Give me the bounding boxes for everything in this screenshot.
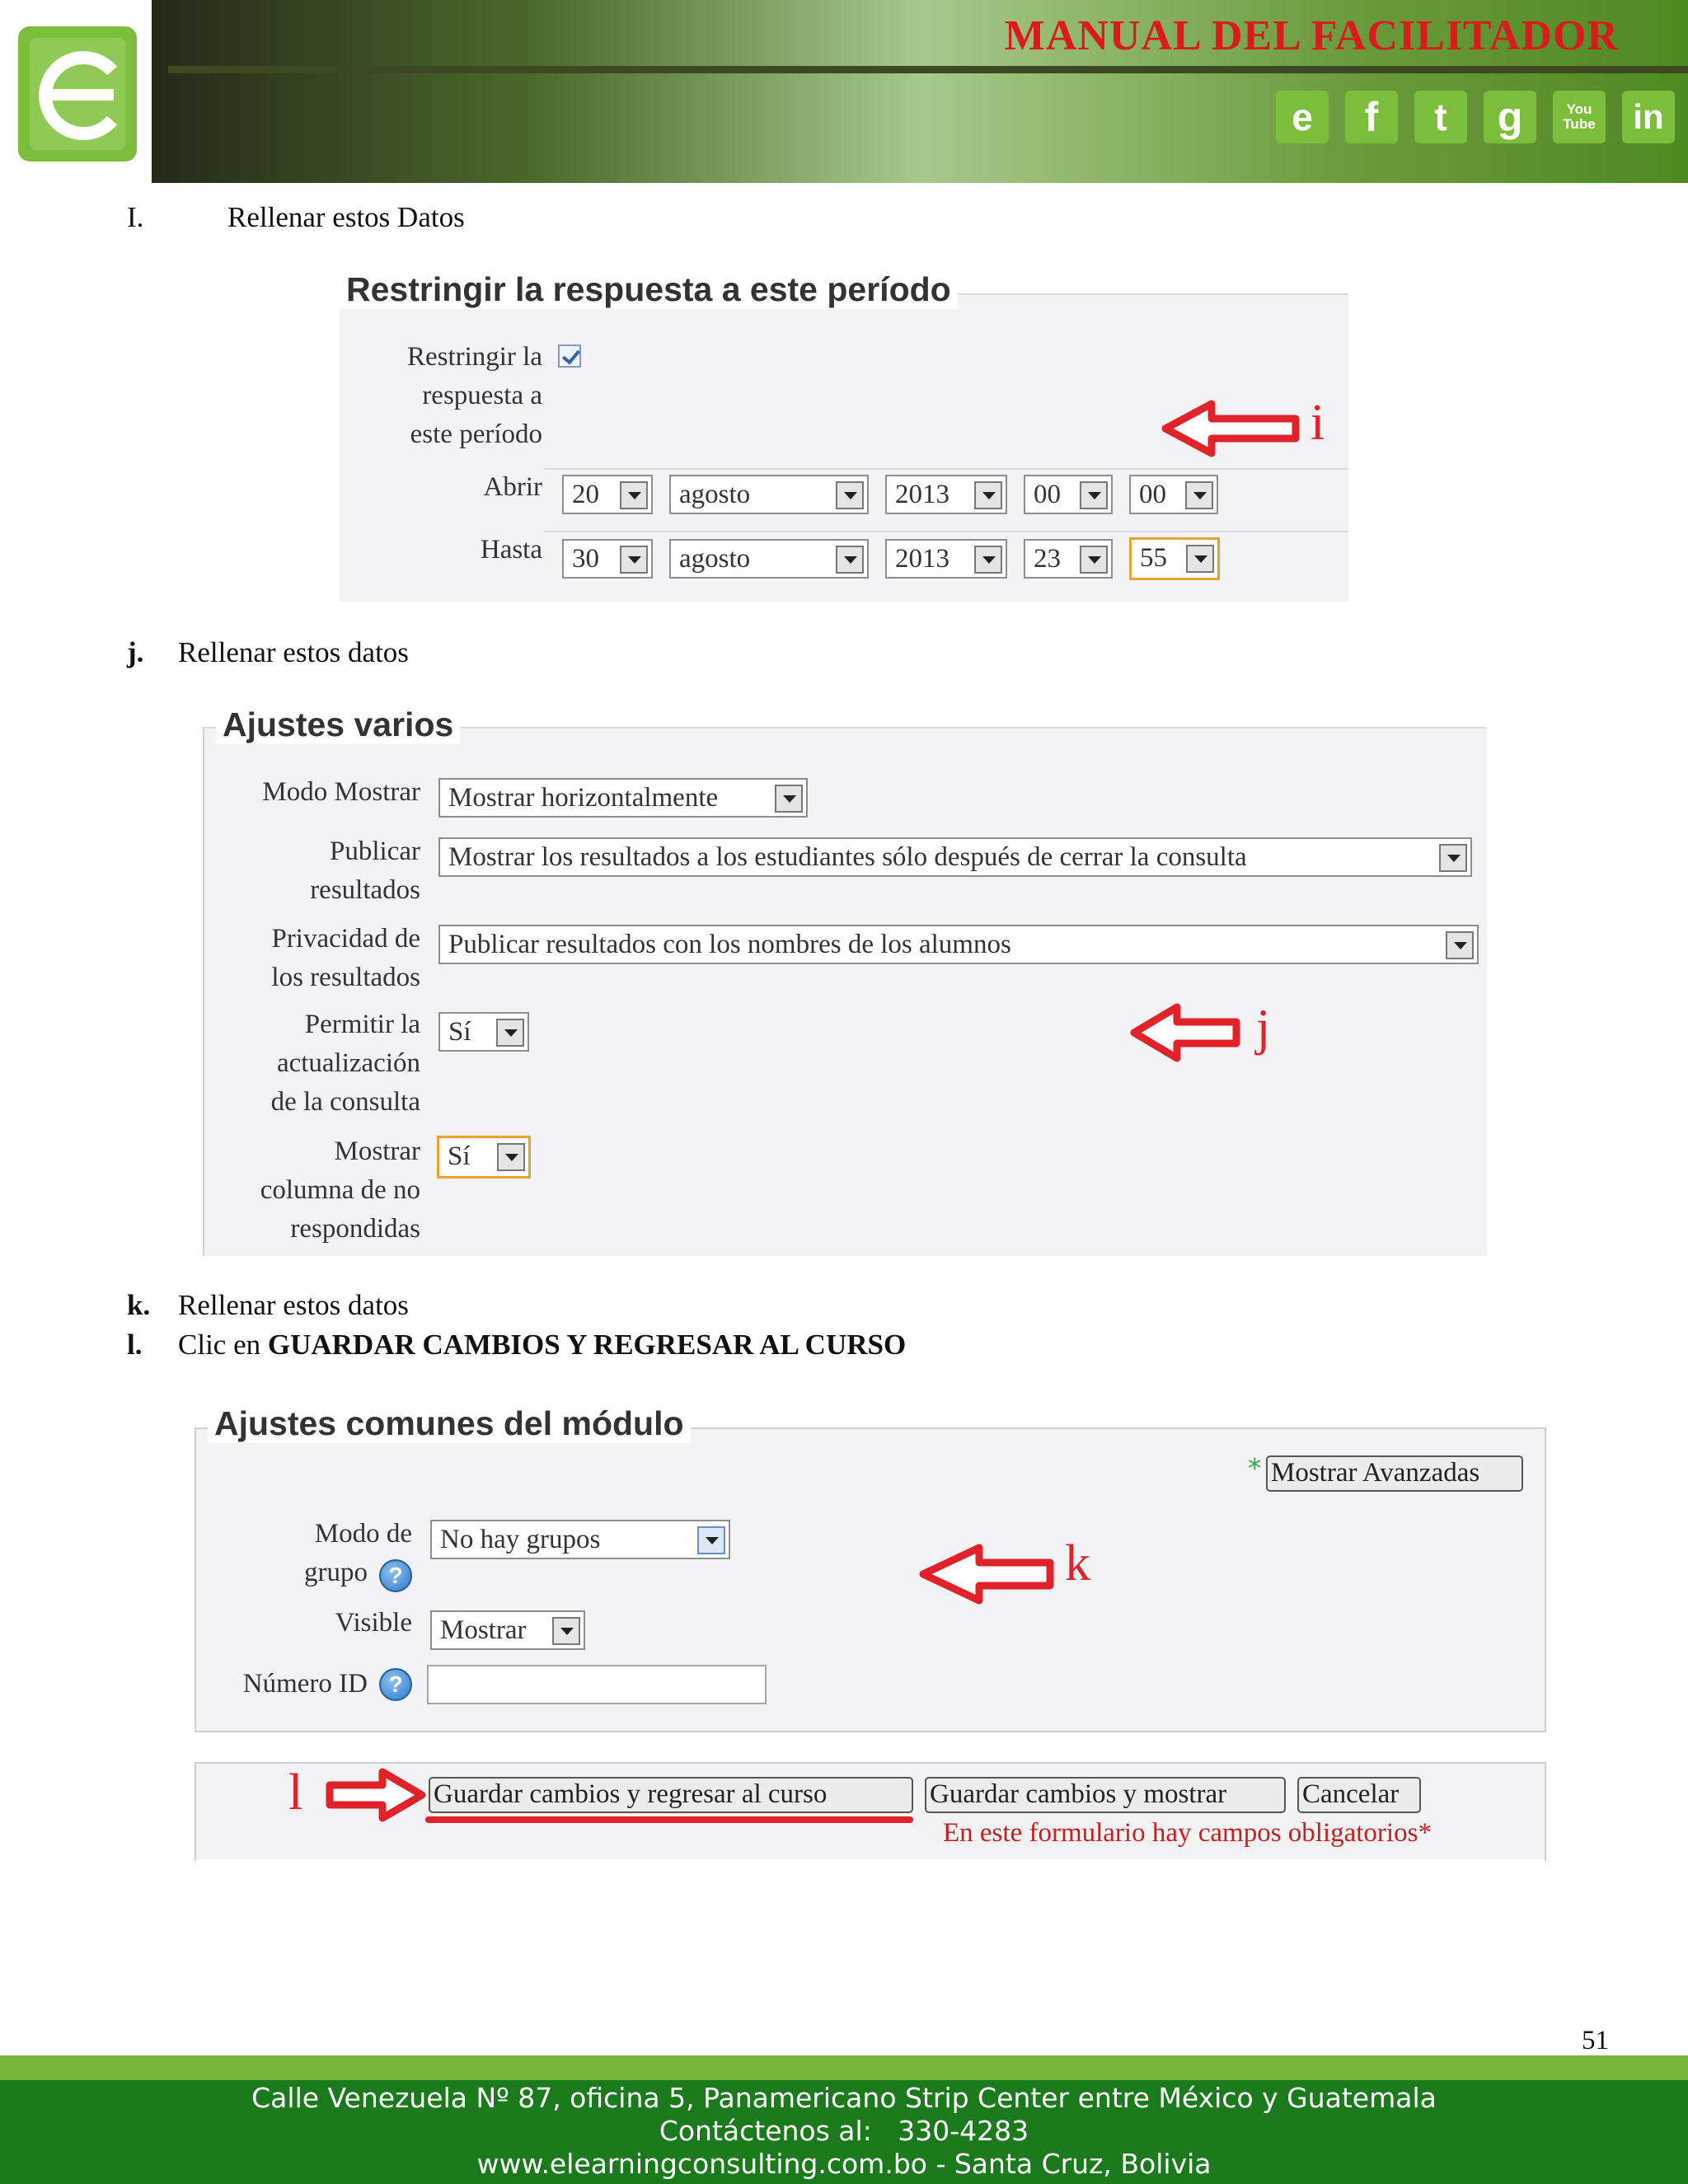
annotation-i: i xyxy=(1311,395,1325,451)
step-k xyxy=(127,1289,409,1322)
help-icon[interactable]: ? xyxy=(379,1668,412,1701)
help-icon[interactable]: ? xyxy=(379,1559,412,1592)
display-mode-select[interactable]: Mostrar horizontalmente xyxy=(438,778,808,818)
chevron-down-icon xyxy=(1446,931,1474,959)
step-marker: j. xyxy=(127,636,144,668)
chevron-down-icon xyxy=(497,1143,525,1171)
until-minute-select[interactable]: 55 xyxy=(1129,537,1220,580)
arrow-left-icon xyxy=(1129,1002,1241,1063)
elearning-icon[interactable]: e xyxy=(1276,91,1329,143)
row-rule xyxy=(544,468,1348,470)
cancel-button[interactable]: Cancelar xyxy=(1297,1777,1421,1813)
emphasis-underline xyxy=(425,1816,913,1823)
results-privacy-label: Privacidad de los resultados xyxy=(271,924,420,992)
id-number-input[interactable] xyxy=(427,1665,767,1704)
open-day-select[interactable]: 20 xyxy=(562,475,653,514)
chevron-down-icon xyxy=(1186,545,1214,573)
open-month-select[interactable]: agosto xyxy=(669,475,869,514)
header-rule xyxy=(168,66,1688,73)
page-number: 51 xyxy=(1582,2026,1609,2055)
until-month-select[interactable]: agosto xyxy=(669,539,869,579)
allow-update-label: Permitir la actualización de la consulta xyxy=(270,1010,420,1117)
step-text: Rellenar estos Datos xyxy=(227,201,465,233)
show-unanswered-select[interactable]: Sí xyxy=(437,1136,531,1179)
chevron-down-icon xyxy=(836,481,864,509)
annotation-l: l xyxy=(288,1765,303,1821)
id-number-label: Número ID xyxy=(242,1669,368,1699)
results-privacy-select[interactable]: Publicar resultados con los nombres de los alumnos xyxy=(438,925,1479,964)
until-hour-select[interactable]: 23 xyxy=(1024,539,1113,579)
required-star: * xyxy=(1418,1818,1432,1848)
until-label: Hasta xyxy=(480,535,542,565)
linkedin-icon[interactable]: in xyxy=(1622,91,1675,143)
facebook-icon[interactable]: f xyxy=(1345,91,1398,143)
chevron-down-icon xyxy=(836,546,864,574)
page-header xyxy=(0,0,1688,183)
restrict-period-legend: Restringir la respuesta a este período xyxy=(340,270,958,309)
display-mode-label: Modo Mostrar xyxy=(262,777,420,807)
chevron-down-icon xyxy=(1080,481,1108,509)
logo xyxy=(0,0,152,183)
open-minute-select[interactable]: 00 xyxy=(1129,475,1218,514)
show-advanced-button[interactable]: Mostrar Avanzadas xyxy=(1266,1455,1523,1492)
step-i xyxy=(127,201,465,234)
footer-website[interactable]: www.elearningconsulting.com.bo - Santa Cruz, Bolivia xyxy=(476,2148,1212,2180)
common-module-legend: Ajustes comunes del módulo xyxy=(208,1404,691,1443)
chevron-down-icon xyxy=(552,1617,580,1645)
misc-settings-legend: Ajustes varios xyxy=(216,705,460,744)
step-marker: l. xyxy=(127,1329,143,1361)
panel-left-border xyxy=(203,727,204,1256)
bar-right-border xyxy=(1545,1764,1546,1861)
youtube-icon[interactable]: You Tube xyxy=(1553,91,1606,143)
save-and-show-button[interactable]: Guardar cambios y mostrar xyxy=(925,1777,1286,1813)
group-mode-select[interactable]: No hay grupos xyxy=(430,1520,730,1559)
annotation-j: j xyxy=(1256,1000,1271,1056)
step-emphasis: GUARDAR CAMBIOS Y REGRESAR AL CURSO xyxy=(267,1329,907,1361)
step-l xyxy=(127,1329,906,1361)
step-j xyxy=(127,636,409,669)
chevron-down-icon xyxy=(775,785,803,813)
chevron-down-icon xyxy=(1439,844,1467,872)
row-rule xyxy=(544,531,1348,532)
open-year-select[interactable]: 2013 xyxy=(885,475,1007,514)
annotation-k: k xyxy=(1065,1535,1090,1591)
chevron-down-icon xyxy=(1185,481,1213,509)
restrict-checkbox[interactable] xyxy=(558,344,581,368)
arrow-right-icon xyxy=(325,1767,427,1823)
chevron-down-icon xyxy=(697,1526,725,1554)
social-links xyxy=(1276,91,1675,143)
footer-accent-bar xyxy=(0,2055,1688,2080)
document-title: MANUAL DEL FACILITADOR xyxy=(1004,12,1619,59)
visible-select[interactable]: Mostrar xyxy=(430,1610,585,1650)
google-plus-icon[interactable]: g xyxy=(1484,91,1536,143)
required-star: * xyxy=(1248,1452,1262,1484)
footer-address: Calle Venezuela Nº 87, oficina 5, Panamericano Strip Center entre México y Guatemala xyxy=(251,2082,1437,2114)
arrow-left-icon xyxy=(1160,399,1301,458)
required-fields-note: En este formulario hay campos obligatorios* xyxy=(943,1818,1432,1848)
chevron-down-icon xyxy=(974,546,1002,574)
page-footer xyxy=(0,2080,1688,2184)
allow-update-select[interactable]: Sí xyxy=(438,1012,529,1052)
footer-contact: Contáctenos al: 330-4283 xyxy=(659,2115,1029,2147)
step-text: Rellenar estos datos xyxy=(178,1289,409,1321)
step-text: Rellenar estos datos xyxy=(178,636,409,668)
open-label: Abrir xyxy=(483,472,542,502)
chevron-down-icon xyxy=(620,481,648,509)
visible-label: Visible xyxy=(335,1608,412,1638)
chevron-down-icon xyxy=(974,481,1002,509)
twitter-icon[interactable]: t xyxy=(1414,91,1467,143)
step-marker: k. xyxy=(127,1289,151,1321)
step-marker: I. xyxy=(127,201,144,233)
chevron-down-icon xyxy=(620,546,648,574)
chevron-down-icon xyxy=(1080,546,1108,574)
until-year-select[interactable]: 2013 xyxy=(885,539,1007,579)
arrow-left-icon xyxy=(918,1543,1055,1605)
step-text: Clic en xyxy=(178,1329,268,1361)
elearning-logo-icon xyxy=(15,23,140,165)
publish-results-select[interactable]: Mostrar los resultados a los estudiantes sólo después de cerrar la consulta xyxy=(438,837,1472,877)
save-and-return-button[interactable]: Guardar cambios y regresar al curso xyxy=(429,1777,913,1813)
group-mode-label: Modo de grupo xyxy=(304,1519,412,1587)
publish-results-label: Publicar resultados xyxy=(310,837,420,905)
until-day-select[interactable]: 30 xyxy=(562,539,653,579)
restrict-label: Restringir la respuesta a este período xyxy=(406,342,542,449)
bar-left-border xyxy=(195,1764,196,1861)
chevron-down-icon xyxy=(496,1019,524,1047)
show-unanswered-label: Mostrar columna de no respondidas xyxy=(260,1137,420,1244)
open-hour-select[interactable]: 00 xyxy=(1024,475,1113,514)
